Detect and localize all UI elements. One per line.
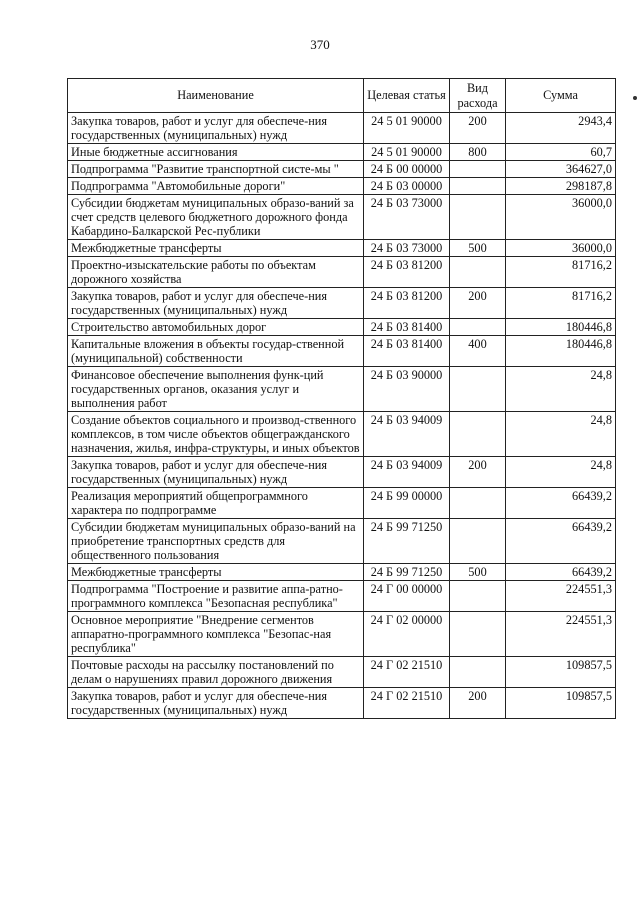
cell-expense-type [450, 612, 506, 657]
table-row [68, 412, 616, 457]
cell-expense-type [450, 257, 506, 288]
cell-name: Создание объектов социального и производ-ственного комплексов, в том числе объектов общегражданского назначения, жилья, инфра-структуры, и иных объектов [68, 412, 364, 457]
cell-expense-type [450, 412, 506, 457]
cell-sum: 364627,0 [506, 161, 616, 178]
cell-expense-type [450, 519, 506, 564]
cell-expense-type: 200 [450, 113, 506, 144]
cell-article: 24 Б 03 00000 [364, 178, 450, 195]
cell-sum: 81716,2 [506, 288, 616, 319]
cell-expense-type: 200 [450, 457, 506, 488]
cell-name: Подпрограмма "Автомобильные дороги" [68, 178, 364, 195]
cell-expense-type [450, 161, 506, 178]
table-row [68, 457, 616, 488]
margin-mark [633, 96, 637, 100]
cell-sum: 298187,8 [506, 178, 616, 195]
table-row [68, 257, 616, 288]
cell-name: Финансовое обеспечение выполнения функ-ций государственных органов, оказания услуг и выполнения работ [68, 367, 364, 412]
table-row [68, 113, 616, 144]
cell-article: 24 Б 03 81400 [364, 336, 450, 367]
table-row [68, 178, 616, 195]
cell-expense-type [450, 581, 506, 612]
cell-sum: 2943,4 [506, 113, 616, 144]
cell-expense-type: 500 [450, 240, 506, 257]
cell-sum: 66439,2 [506, 488, 616, 519]
cell-article: 24 Б 99 71250 [364, 564, 450, 581]
table-row [68, 612, 616, 657]
table-row [68, 336, 616, 367]
table-row [68, 581, 616, 612]
cell-expense-type [450, 367, 506, 412]
cell-article: 24 Б 03 90000 [364, 367, 450, 412]
cell-sum: 109857,5 [506, 688, 616, 719]
cell-sum: 180446,8 [506, 319, 616, 336]
cell-expense-type [450, 319, 506, 336]
cell-sum: 81716,2 [506, 257, 616, 288]
table-row [68, 195, 616, 240]
cell-expense-type [450, 657, 506, 688]
cell-name: Субсидии бюджетам муниципальных образо-ваний за счет средств целевого бюджетного дорожного фонда Кабардино-Балкарской Рес-публики [68, 195, 364, 240]
cell-sum: 109857,5 [506, 657, 616, 688]
cell-expense-type: 500 [450, 564, 506, 581]
cell-article: 24 Б 03 81200 [364, 288, 450, 319]
table-row [68, 367, 616, 412]
cell-name: Закупка товаров, работ и услуг для обеспече-ния государственных (муниципальных) нужд [68, 457, 364, 488]
table-row [68, 144, 616, 161]
cell-article: 24 Г 00 00000 [364, 581, 450, 612]
cell-article: 24 Б 03 73000 [364, 240, 450, 257]
cell-article: 24 Б 00 00000 [364, 161, 450, 178]
cell-sum: 36000,0 [506, 240, 616, 257]
cell-sum: 60,7 [506, 144, 616, 161]
cell-name: Подпрограмма "Развитие транспортной систе-мы " [68, 161, 364, 178]
table-row [68, 519, 616, 564]
table-body [68, 113, 616, 719]
cell-article: 24 Б 99 00000 [364, 488, 450, 519]
budget-table [67, 78, 616, 719]
table-header-row [68, 79, 616, 113]
header-article: Целевая статья [364, 79, 450, 113]
cell-name: Межбюджетные трансферты [68, 564, 364, 581]
cell-article: 24 Б 03 73000 [364, 195, 450, 240]
cell-sum: 66439,2 [506, 564, 616, 581]
cell-article: 24 Б 03 81200 [364, 257, 450, 288]
header-name: Наименование [68, 79, 364, 113]
cell-article: 24 Б 03 94009 [364, 457, 450, 488]
cell-article: 24 5 01 90000 [364, 144, 450, 161]
table-row [68, 288, 616, 319]
cell-article: 24 Б 03 81400 [364, 319, 450, 336]
cell-name: Иные бюджетные ассигнования [68, 144, 364, 161]
cell-expense-type: 800 [450, 144, 506, 161]
cell-expense-type: 200 [450, 688, 506, 719]
cell-sum: 224551,3 [506, 581, 616, 612]
cell-name: Реализация мероприятий общепрограммного характера по подпрограмме [68, 488, 364, 519]
header-expense-type: Вид расхода [450, 79, 506, 113]
cell-expense-type [450, 178, 506, 195]
table-row [68, 161, 616, 178]
cell-sum: 24,8 [506, 412, 616, 457]
cell-expense-type [450, 195, 506, 240]
cell-sum: 24,8 [506, 457, 616, 488]
cell-name: Закупка товаров, работ и услуг для обеспече-ния государственных (муниципальных) нужд [68, 288, 364, 319]
cell-sum: 36000,0 [506, 195, 616, 240]
cell-name: Закупка товаров, работ и услуг для обеспече-ния государственных (муниципальных) нужд [68, 688, 364, 719]
cell-name: Субсидии бюджетам муниципальных образо-ваний на приобретение транспортных средств для общественного пользования [68, 519, 364, 564]
cell-name: Закупка товаров, работ и услуг для обеспече-ния государственных (муниципальных) нужд [68, 113, 364, 144]
cell-expense-type: 200 [450, 288, 506, 319]
cell-name: Проектно-изыскательские работы по объектам дорожного хозяйства [68, 257, 364, 288]
table-row [68, 688, 616, 719]
table-row [68, 488, 616, 519]
page-number: 370 [310, 37, 330, 52]
cell-sum: 66439,2 [506, 519, 616, 564]
table-row [68, 657, 616, 688]
cell-name: Основное мероприятие "Внедрение сегментов аппаратно-программного комплекса "Безопас-ная республика" [68, 612, 364, 657]
header-sum: Сумма [506, 79, 616, 113]
cell-sum: 224551,3 [506, 612, 616, 657]
cell-expense-type: 400 [450, 336, 506, 367]
cell-article: 24 Г 02 00000 [364, 612, 450, 657]
cell-article: 24 Г 02 21510 [364, 657, 450, 688]
cell-name: Подпрограмма "Построение и развитие аппа-ратно-программного комплекса "Безопасная республика" [68, 581, 364, 612]
cell-name: Капитальные вложения в объекты государ-ственной (муниципальной) собственности [68, 336, 364, 367]
table-row [68, 319, 616, 336]
table-row [68, 564, 616, 581]
cell-name: Почтовые расходы на рассылку постановлений по делам о нарушениях правил дорожного движения [68, 657, 364, 688]
cell-expense-type [450, 488, 506, 519]
cell-article: 24 Г 02 21510 [364, 688, 450, 719]
cell-name: Строительство автомобильных дорог [68, 319, 364, 336]
cell-name: Межбюджетные трансферты [68, 240, 364, 257]
cell-article: 24 5 01 90000 [364, 113, 450, 144]
cell-sum: 180446,8 [506, 336, 616, 367]
cell-sum: 24,8 [506, 367, 616, 412]
cell-article: 24 Б 03 94009 [364, 412, 450, 457]
table-row [68, 240, 616, 257]
cell-article: 24 Б 99 71250 [364, 519, 450, 564]
